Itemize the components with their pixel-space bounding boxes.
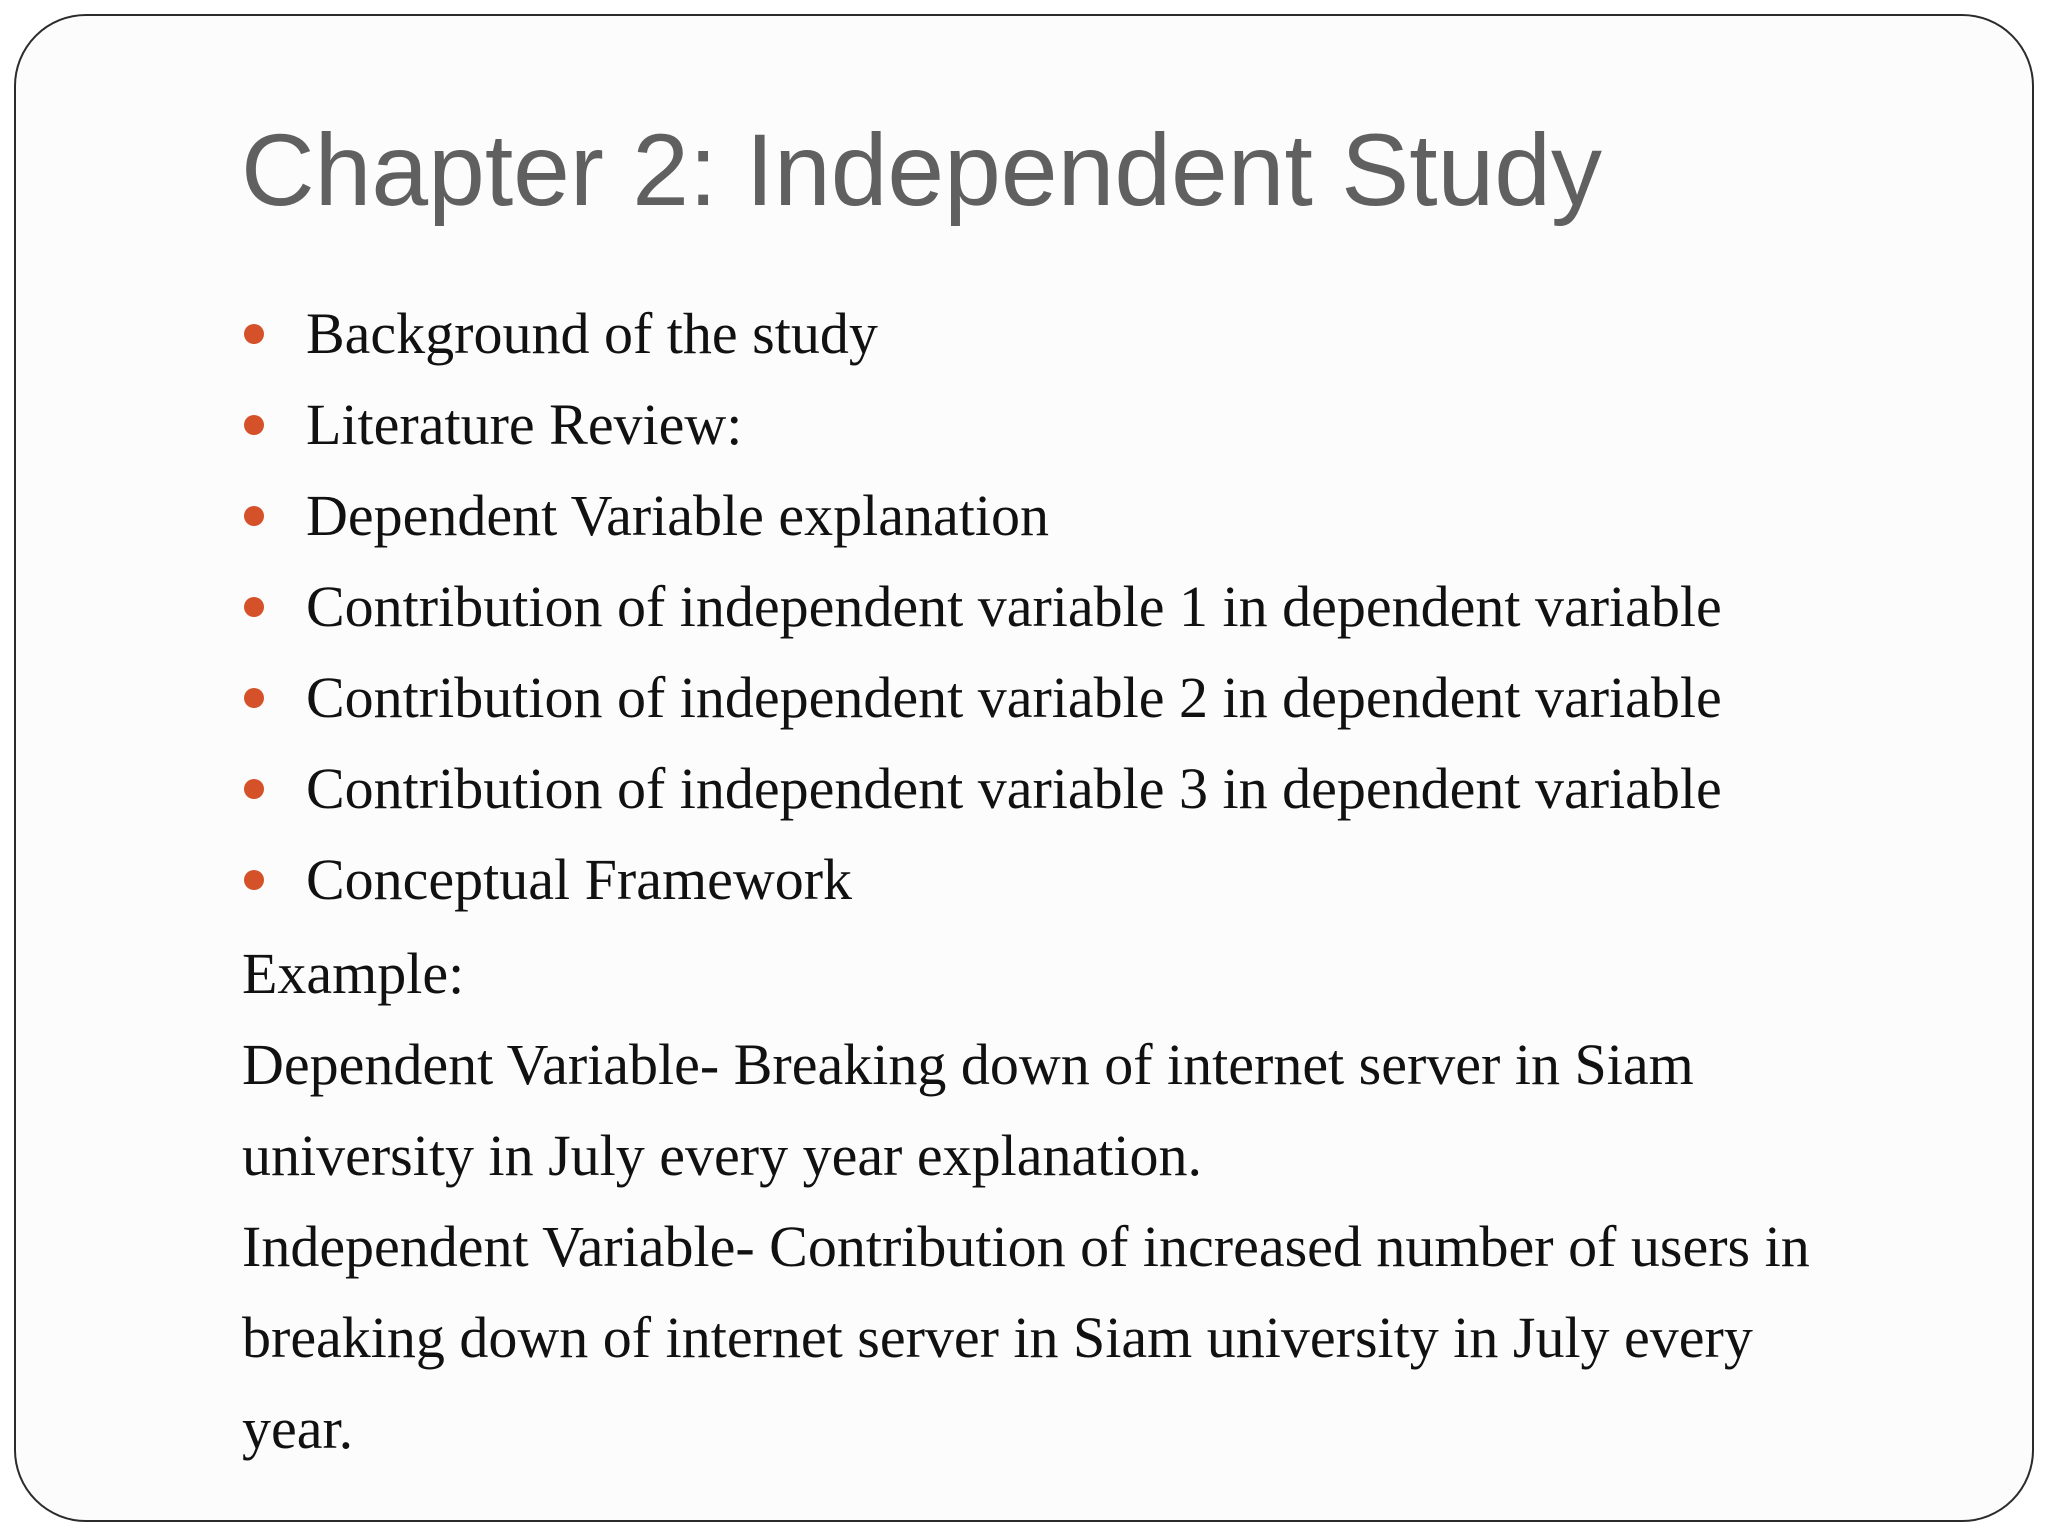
bullet-item	[244, 834, 1722, 925]
bullet-text: Contribution of independent variable 3 in dependent variable	[306, 756, 1722, 821]
bullet-list	[244, 288, 1722, 925]
bullet-item	[244, 743, 1722, 834]
bullet-dot-icon	[244, 415, 264, 435]
bullet-text: Conceptual Framework	[306, 847, 853, 912]
bullet-dot-icon	[244, 870, 264, 890]
bullet-dot-icon	[244, 506, 264, 526]
bullet-text: Contribution of independent variable 1 in dependent variable	[306, 574, 1722, 639]
bullet-item	[244, 470, 1722, 561]
example-heading: Example:	[242, 941, 465, 1006]
example-line: university in July every year explanation.	[242, 1123, 1202, 1188]
bullet-dot-icon	[244, 597, 264, 617]
bullet-item	[244, 561, 1722, 652]
bullet-text: Background of the study	[306, 301, 878, 366]
bullet-item	[244, 379, 1722, 470]
bullet-dot-icon	[244, 779, 264, 799]
bullet-dot-icon	[244, 324, 264, 344]
bullet-dot-icon	[244, 688, 264, 708]
bullet-text: Literature Review:	[306, 392, 743, 457]
example-line: breaking down of internet server in Siam university in July every	[242, 1305, 1753, 1370]
example-line: year.	[242, 1396, 354, 1461]
slide-title: Chapter 2: Independent Study	[241, 113, 1603, 227]
bullet-text: Contribution of independent variable 2 in dependent variable	[306, 665, 1722, 730]
example-line: Dependent Variable- Breaking down of internet server in Siam	[242, 1032, 1694, 1097]
bullet-text: Dependent Variable explanation	[306, 483, 1049, 548]
bullet-item	[244, 652, 1722, 743]
bullet-item	[244, 288, 1722, 379]
slide	[14, 14, 2034, 1522]
example-block	[242, 928, 1942, 1474]
example-line: Independent Variable- Contribution of increased number of users in	[242, 1214, 1810, 1279]
